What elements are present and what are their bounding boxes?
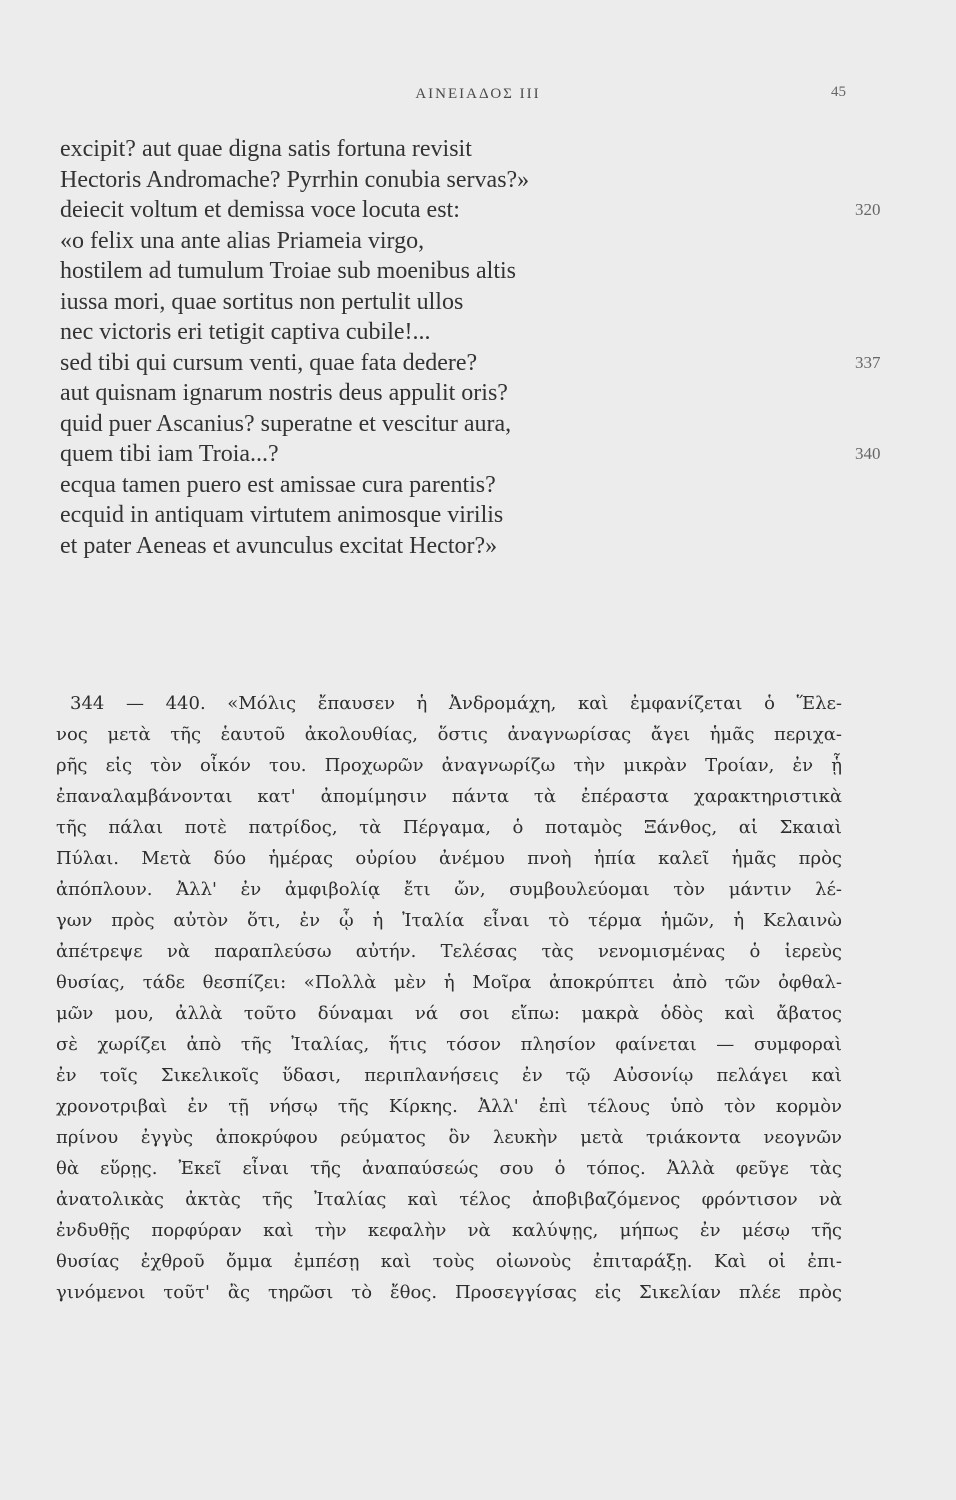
commentary-line: ἀπόπλουν. Ἀλλ' ἐν ἀμφιβολίᾳ ἔτι ὤν, συμβουλεύομαι τὸν μάντιν λέ- bbox=[56, 879, 842, 900]
verse-text: ecqua tamen puero est amissae cura parentis? bbox=[60, 471, 496, 498]
verse-line bbox=[60, 531, 840, 562]
commentary-line: ἐνδυθῇς πορφύραν καὶ τὴν κεφαλὴν νὰ καλύψῃς, μήπως ἐν μέσῳ τῆς bbox=[56, 1220, 842, 1241]
commentary-line: γινόμενοι τοῦτ' ἂς τηρῶσι τὸ ἔθος. Προσεγγίσας εἰς Σικελίαν πλέε πρὸς bbox=[56, 1282, 842, 1303]
commentary-line: μῶν μου, ἀλλὰ τοῦτο δύναμαι νά σοι εἴπω: μακρὰ ὁδὸς καὶ ἄβατος bbox=[56, 1003, 842, 1024]
commentary-line: Πύλαι. Μετὰ δύο ἡμέρας οὐρίου ἀνέμου πνοὴ ἠπία καλεῖ ἡμᾶς πρὸς bbox=[56, 848, 842, 869]
verse-line bbox=[60, 470, 840, 501]
commentary-line: ἐπαναλαμβάνονται κατ' ἀπομίμησιν πάντα τὰ ἐπέραστα χαρακτηριστικὰ bbox=[56, 786, 842, 807]
verse-text: nec victoris eri tetigit captiva cubile!... bbox=[60, 319, 431, 345]
verse-text: et pater Aeneas et avunculus excitat Hector?» bbox=[60, 532, 498, 559]
commentary-line: χρονοτριβαὶ ἐν τῇ νήσῳ τῆς Κίρκης. Ἀλλ' ἐπὶ τέλους ὑπὸ τὸν κορμὸν bbox=[56, 1096, 842, 1117]
commentary-line: τῆς πάλαι ποτὲ πατρίδος, τὰ Πέργαμα, ὁ ποταμὸς Ξάνθος, αἱ Σκαιαὶ bbox=[56, 817, 842, 838]
commentary-line: πρίνου ἐγγὺς ἀποκρύφου ρεύματος ὃν λευκὴν μετὰ τριάκοντα νεογνῶν bbox=[56, 1127, 842, 1148]
verse-text: iussa mori, quae sortitus non pertulit ullos bbox=[60, 288, 464, 315]
verse-text: aut quisnam ignarum nostris deus appulit oris? bbox=[60, 380, 508, 406]
greek-commentary-block bbox=[56, 688, 842, 1308]
verse-line bbox=[60, 378, 840, 409]
verse-line bbox=[60, 287, 840, 318]
verse-line bbox=[60, 134, 840, 165]
verse-line bbox=[60, 348, 881, 379]
commentary-line: γων πρὸς αὐτὸν ὅτι, ἐν ᾧ ἡ Ἰταλία εἶναι τὸ τέρμα ἡμῶν, ἡ Κελαινὼ bbox=[56, 910, 842, 931]
line-number: 337 bbox=[855, 352, 881, 372]
verse-text: sed tibi qui cursum venti, quae fata dedere? bbox=[60, 349, 478, 376]
verse-line bbox=[60, 226, 840, 257]
line-number: 320 bbox=[855, 200, 881, 219]
verse-line bbox=[60, 195, 881, 226]
verse-line bbox=[60, 317, 840, 348]
verse-text: excipit? aut quae digna satis fortuna revisit bbox=[60, 136, 472, 162]
commentary-line: σὲ χωρίζει ἀπὸ τῆς Ἰταλίας, ἥτις τόσον πλησίον φαίνεται — συμφοραὶ bbox=[56, 1034, 842, 1055]
line-number: 340 bbox=[855, 444, 881, 463]
commentary-line: ρῆς εἰς τὸν οἶκόν του. Προχωρῶν ἀναγνωρίζω τὴν μικρὰν Τροίαν, ἐν ᾗ bbox=[56, 755, 842, 776]
commentary-line: ἐν τοῖς Σικελικοῖς ὕδασι, περιπλανήσεις ἐν τῷ Αὐσονίῳ πελάγει καὶ bbox=[56, 1065, 842, 1086]
verse-text: ecquid in antiquam virtutem animosque virilis bbox=[60, 502, 504, 528]
commentary-line: θυσίας, τάδε θεσπίζει: «Πολλὰ μὲν ἡ Μοῖρα ἀποκρύπτει ἀπὸ τῶν ὀφθαλ- bbox=[56, 972, 842, 993]
verse-text: Hectoris Andromache? Pyrrhin conubia servas?» bbox=[60, 166, 530, 193]
verse-line bbox=[60, 165, 840, 196]
verse-text: deiecit voltum et demissa voce locuta est: bbox=[60, 197, 460, 223]
commentary-line: νος μετὰ τῆς ἑαυτοῦ ἀκολουθίας, ὅστις ἀναγνωρίσας ἄγει ἡμᾶς περιχα- bbox=[56, 724, 842, 745]
commentary-line: ἀπέτρεψε νὰ παραπλεύσω αὐτήν. Τελέσας τὰς νενομισμένας ὁ ἱερεὺς bbox=[56, 941, 842, 962]
verse-line bbox=[60, 500, 840, 531]
verse-line bbox=[60, 409, 840, 440]
verse-line bbox=[60, 256, 840, 287]
commentary-line: θὰ εὕρῃς. Ἐκεῖ εἶναι τῆς ἀναπαύσεώς σου ὁ τόπος. Ἀλλὰ φεῦγε τὰς bbox=[56, 1158, 842, 1179]
verse-text: hostilem ad tumulum Troiae sub moenibus altis bbox=[60, 258, 516, 284]
page-number: 45 bbox=[831, 84, 846, 100]
verse-text: quem tibi iam Troia...? bbox=[60, 441, 279, 467]
commentary-line: ἀνατολικὰς ἀκτὰς τῆς Ἰταλίας καὶ τέλος ἀποβιβαζόμενος φρόντισον νὰ bbox=[56, 1189, 842, 1210]
commentary-line: θυσίας ἐχθροῦ ὄμμα ἐμπέσῃ καὶ τοὺς οἰωνοὺς ἐπιταράξῃ. Καὶ οἱ ἐπι- bbox=[56, 1251, 842, 1272]
running-head: ΑΙΝΕΙΑΔΟΣ III bbox=[415, 86, 541, 102]
verse-line bbox=[60, 439, 881, 470]
commentary-line: 344 — 440. «Μόλις ἔπαυσεν ἡ Ἀνδρομάχη, καὶ ἐμφανίζεται ὁ Ἕλε- bbox=[70, 693, 842, 714]
latin-verse-block bbox=[60, 134, 881, 561]
verse-text: «o felix una ante alias Priameia virgo, bbox=[60, 227, 425, 254]
verse-text: quid puer Ascanius? superatne et vescitur aura, bbox=[60, 410, 512, 437]
